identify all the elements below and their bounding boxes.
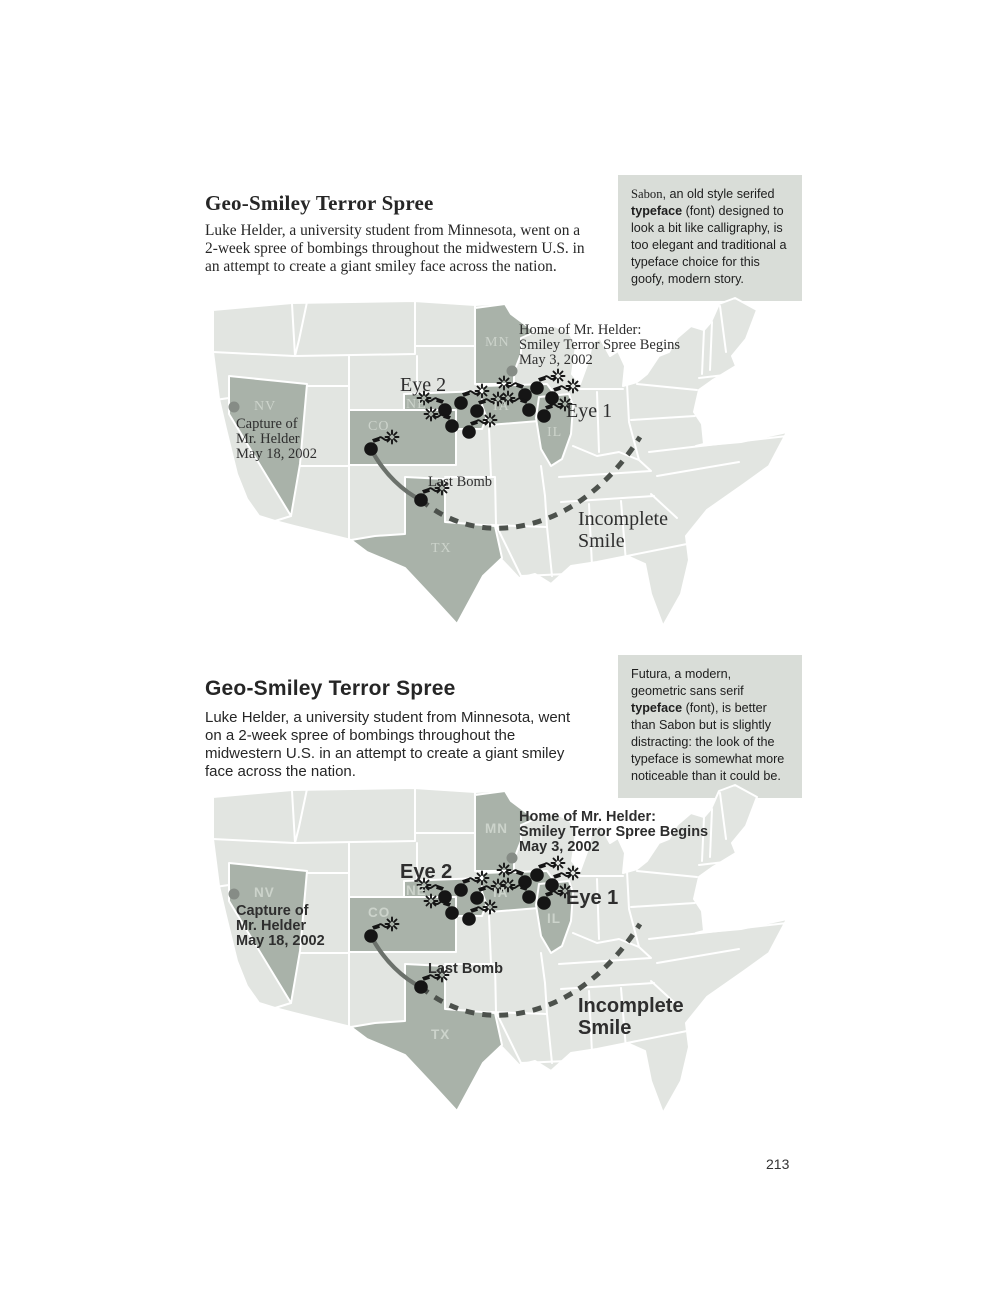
note-bold-word: typeface: [631, 204, 683, 218]
map-label-home-line1: Home of Mr. Helder:: [519, 322, 642, 338]
map-label-capture-line2: Mr. Helder: [236, 918, 307, 934]
note-bold-word: typeface: [631, 701, 683, 715]
figure-body: Luke Helder, a university student from Minnesota, went on a 2-week spree of bombings throughout the midwestern U.S. in an attempt to create a giant smiley face across the nation.: [205, 709, 571, 780]
map-label-state-mn: MN: [485, 335, 510, 350]
map-label-capture-line3: May 18, 2002: [236, 933, 325, 949]
figure-title: Geo-Smiley Terror Spree: [205, 677, 456, 700]
map-label-last-bomb: Last Bomb: [428, 961, 503, 977]
map-label-state-ne: NE: [406, 397, 427, 412]
note-text: (font) designed to look a bit like calligraphy, is too elegant and traditional a typeface choice for this goofy, modern story.: [631, 204, 787, 286]
typeface-note-sabon: [618, 175, 802, 301]
map-sabon: [199, 294, 799, 634]
map-label-eye1: Eye 1: [566, 400, 613, 422]
typeface-name: Sabon: [631, 187, 663, 201]
note-text: (font), is better than Sabon but is slightly distracting: the look of the typeface is somewhat more noticeable than it could be.: [631, 701, 785, 783]
map-label-eye2: Eye 2: [400, 374, 447, 396]
map-label-home-line2: Smiley Terror Spree Begins: [519, 824, 709, 840]
map-label-state-ia: IA: [493, 885, 509, 900]
state-co: [349, 410, 456, 465]
map-label-capture-line3: May 18, 2002: [236, 446, 317, 462]
note-text: , a modern, geometric sans serif: [631, 667, 744, 698]
typeface-name: Futura: [631, 667, 668, 681]
map-label-state-co: CO: [368, 419, 390, 434]
map-label-state-tx: TX: [431, 541, 452, 556]
capture-marker: [229, 889, 240, 900]
map-label-incomplete-line2: Smile: [578, 1017, 632, 1039]
map-label-home-line2: Smiley Terror Spree Begins: [519, 337, 681, 353]
map-label-incomplete-line1: Incomplete: [578, 508, 668, 530]
map-label-state-ia: IA: [493, 399, 510, 414]
map-label-state-nv: NV: [254, 885, 275, 900]
map-futura: [199, 781, 799, 1121]
map-label-last-bomb: Last Bomb: [428, 474, 493, 490]
typeface-note-futura: [618, 655, 802, 798]
figure-body: Luke Helder, a university student from Minnesota, went on a 2-week spree of bombings throughout the midwestern U.S. in an attempt to create a giant smiley face across the nation.: [205, 222, 585, 275]
figure-title: Geo-Smiley Terror Spree: [205, 191, 434, 215]
map-label-capture-line1: Capture of: [236, 903, 309, 919]
map-label-eye2: Eye 2: [400, 861, 453, 883]
us-map: [199, 781, 799, 1121]
map-label-home-line3: May 3, 2002: [519, 352, 593, 368]
map-label-incomplete-line1: Incomplete: [578, 995, 684, 1017]
map-label-state-il: IL: [547, 911, 561, 926]
map-label-state-co: CO: [368, 905, 391, 920]
map-label-eye1: Eye 1: [566, 887, 619, 909]
map-label-state-tx: TX: [431, 1027, 451, 1042]
state-co: [349, 897, 456, 952]
note-text: , an old style serifed: [662, 187, 775, 201]
map-label-state-il: IL: [547, 425, 563, 440]
map-label-incomplete-line2: Smile: [578, 530, 625, 552]
home-marker: [507, 853, 518, 864]
home-marker: [507, 366, 518, 377]
map-label-state-mn: MN: [485, 821, 508, 836]
map-label-capture-line2: Mr. Helder: [236, 431, 300, 447]
capture-marker: [229, 402, 240, 413]
us-map: [199, 294, 799, 634]
map-label-home-line3: May 3, 2002: [519, 839, 600, 855]
page-number: 213: [766, 1156, 790, 1172]
map-label-home-line1: Home of Mr. Helder:: [519, 809, 656, 825]
map-label-capture-line1: Capture of: [236, 416, 298, 432]
map-label-state-nv: NV: [254, 399, 277, 414]
map-label-state-ne: NE: [406, 883, 427, 898]
